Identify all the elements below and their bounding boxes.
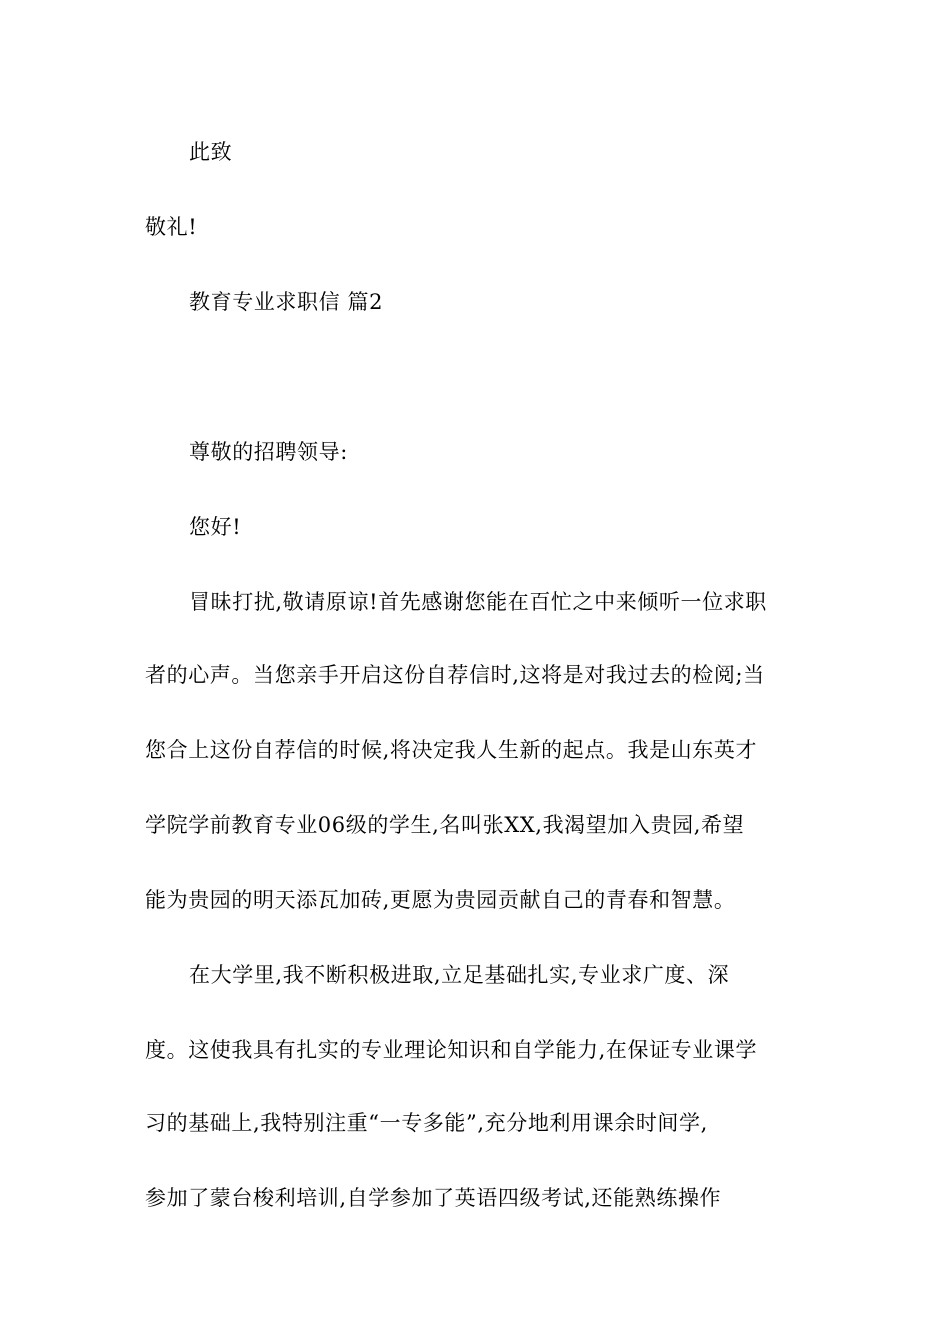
paragraph-line: 在大学里,我不断积极进取,立足基础扎实,专业求广度、深 xyxy=(189,963,730,987)
paragraph-line: 学院学前教育专业06级的学生,名叫张XX,我渴望加入贵园,希望 xyxy=(145,813,745,837)
paragraph-line: 冒昧打扰,敬请原谅!首先感谢您能在百忙之中来倾听一位求职 xyxy=(189,590,767,614)
salute-line: 敬礼! xyxy=(145,215,198,239)
section-title: 教育专业求职信 篇2 xyxy=(189,290,384,314)
paragraph-line: 能为贵园的明天添瓦加砖,更愿为贵园贡献自己的青春和智慧。 xyxy=(145,888,736,912)
paragraph-line: 度。这使我具有扎实的专业理论知识和自学能力,在保证专业课学 xyxy=(145,1038,758,1062)
hello-line: 您好! xyxy=(189,515,242,539)
paragraph-line: 您合上这份自荐信的时候,将决定我人生新的起点。我是山东英才 xyxy=(145,738,758,762)
closing-line: 此致 xyxy=(189,140,233,164)
greeting-line: 尊敬的招聘领导: xyxy=(189,440,348,464)
paragraph-line: 参加了蒙台梭利培训,自学参加了英语四级考试,还能熟练操作 xyxy=(145,1186,722,1210)
paragraph-line: 习的基础上,我特别注重“一专多能”,充分地利用课余时间学, xyxy=(145,1111,708,1135)
paragraph-line: 者的心声。当您亲手开启这份自荐信时,这将是对我过去的检阅;当 xyxy=(145,663,765,687)
